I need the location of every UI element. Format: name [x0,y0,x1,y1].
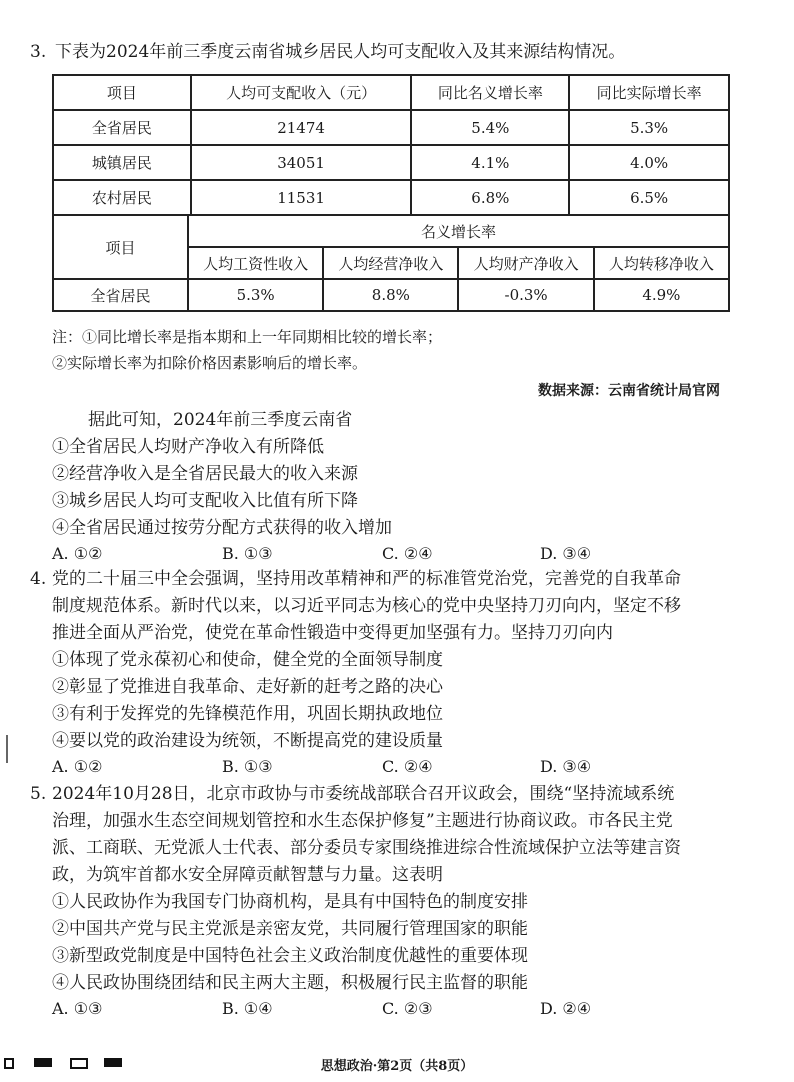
table-cell: 5.3% [188,279,323,311]
growth-rate-table [52,214,730,312]
table-row [53,180,729,215]
option-b[interactable]: B. ①③ [222,544,273,563]
question-5-item: ①人民政协作为我国专门协商机构，是具有中国特色的制度安排 [52,892,528,912]
table-cell: 城镇居民 [53,145,191,180]
table-cell: 8.8% [323,279,458,311]
question-5-item: ④人民政协围绕团结和民主两大主题，积极履行民主监督的职能 [52,973,528,993]
data-source: 数据来源：云南省统计局官网 [538,383,720,399]
question-3-number: 3. [30,42,47,62]
table-header-cell: 项目 [53,75,191,110]
table-row [53,145,729,180]
table-row [53,279,729,311]
table-cell: 5.4% [411,110,569,145]
table-header-cell: 人均财产净收入 [458,247,593,279]
table-cell: 11531 [191,180,412,215]
question-5-stem-line: 政，为筑牢首都水安全屏障贡献智慧与力量。这表明 [52,865,443,885]
question-3-item: ①全省居民人均财产净收入有所降低 [52,437,324,457]
question-4-item: ①体现了党永葆初心和使命，健全党的全面领导制度 [52,650,443,670]
question-4-item: ②彰显了党推进自我革命、走好新的赶考之路的决心 [52,677,443,697]
table-cell: 6.8% [411,180,569,215]
table-note-1: 注：①同比增长率是指本期和上一年同期相比较的增长率； [52,328,443,346]
table-cell: 21474 [191,110,412,145]
option-c[interactable]: C. ②④ [382,757,433,776]
table-cell: 全省居民 [53,110,191,145]
table-header-cell: 人均可支配收入（元） [191,75,412,110]
question-3-lead: 据此可知，2024年前三季度云南省 [88,410,353,430]
scan-mark [6,735,8,763]
question-3-stem: 下表为2024年前三季度云南省城乡居民人均可支配收入及其来源结构情况。 [55,42,626,62]
table-note-2: ②实际增长率为扣除价格因素影响后的增长率。 [52,354,368,372]
question-3-item: ③城乡居民人均可支配收入比值有所下降 [52,491,358,511]
table-cell: 4.9% [594,279,729,311]
table-header-cell: 同比实际增长率 [569,75,729,110]
question-4-stem-line: 推进全面从严治党，使党在革命性锻造中变得更加坚强有力。坚持刀刃向内 [52,623,613,643]
option-c[interactable]: C. ②④ [382,544,433,563]
question-5-item: ③新型政党制度是中国特色社会主义政治制度优越性的重要体现 [52,946,528,966]
question-5-stem-line: 派、工商联、无党派人士代表、部分委员专家围绕推进综合性流域保护立法等建言资 [52,838,681,858]
table-header-cell: 同比名义增长率 [411,75,569,110]
question-5-stem-line: 2024年10月28日，北京市政协与市委统战部联合召开议政会，围绕“坚持流域系统 [52,784,675,804]
question-4-item: ③有利于发挥党的先锋模范作用，巩固长期执政地位 [52,704,443,724]
question-4-options [52,755,752,779]
table-header-cell: 人均工资性收入 [188,247,323,279]
option-b[interactable]: B. ①④ [222,999,273,1018]
table-cell: 4.0% [569,145,729,180]
page-footer: 思想政治·第2页（共8页） [320,1059,474,1074]
question-4-item: ④要以党的政治建设为统领，不断提高党的建设质量 [52,731,443,751]
question-4-number: 4. [30,569,47,589]
table-header-row [53,215,729,247]
question-5-options [52,997,752,1021]
table-header-cell: 项目 [53,215,188,279]
option-c[interactable]: C. ②③ [382,999,433,1018]
question-5-number: 5. [30,784,47,804]
question-3-options [52,542,752,566]
table-header-cell: 人均经营净收入 [323,247,458,279]
question-3-item: ②经营净收入是全省居民最大的收入来源 [52,464,358,484]
table-cell: 5.3% [569,110,729,145]
table-cell: 34051 [191,145,412,180]
question-5-stem-line: 治理，加强水生态空间规划管控和水生态保护修复”主题进行协商议政。市各民主党 [52,811,673,831]
option-a[interactable]: A. ①② [52,757,103,776]
option-d[interactable]: D. ③④ [540,757,592,776]
table-cell: 农村居民 [53,180,191,215]
income-table [52,74,730,216]
table-cell: 6.5% [569,180,729,215]
table-row [53,110,729,145]
option-a[interactable]: A. ①② [52,544,103,563]
table-cell: 全省居民 [53,279,188,311]
question-4-stem-line: 制度规范体系。新时代以来，以习近平同志为核心的党中央坚持刀刃向内，坚定不移 [52,596,681,616]
option-d[interactable]: D. ③④ [540,544,592,563]
option-b[interactable]: B. ①③ [222,757,273,776]
table-cell: -0.3% [458,279,593,311]
table-header-cell: 人均转移净收入 [594,247,729,279]
option-a[interactable]: A. ①③ [52,999,103,1018]
table-group-header: 名义增长率 [188,215,729,247]
question-3-item: ④全省居民通过按劳分配方式获得的收入增加 [52,518,392,538]
question-5-item: ②中国共产党与民主党派是亲密友党，共同履行管理国家的职能 [52,919,528,939]
option-d[interactable]: D. ②④ [540,999,592,1018]
table-header-row [53,75,729,110]
question-4-stem-line: 党的二十届三中全会强调，坚持用改革精神和严的标准管党治党，完善党的自我革命 [52,569,681,589]
table-cell: 4.1% [411,145,569,180]
